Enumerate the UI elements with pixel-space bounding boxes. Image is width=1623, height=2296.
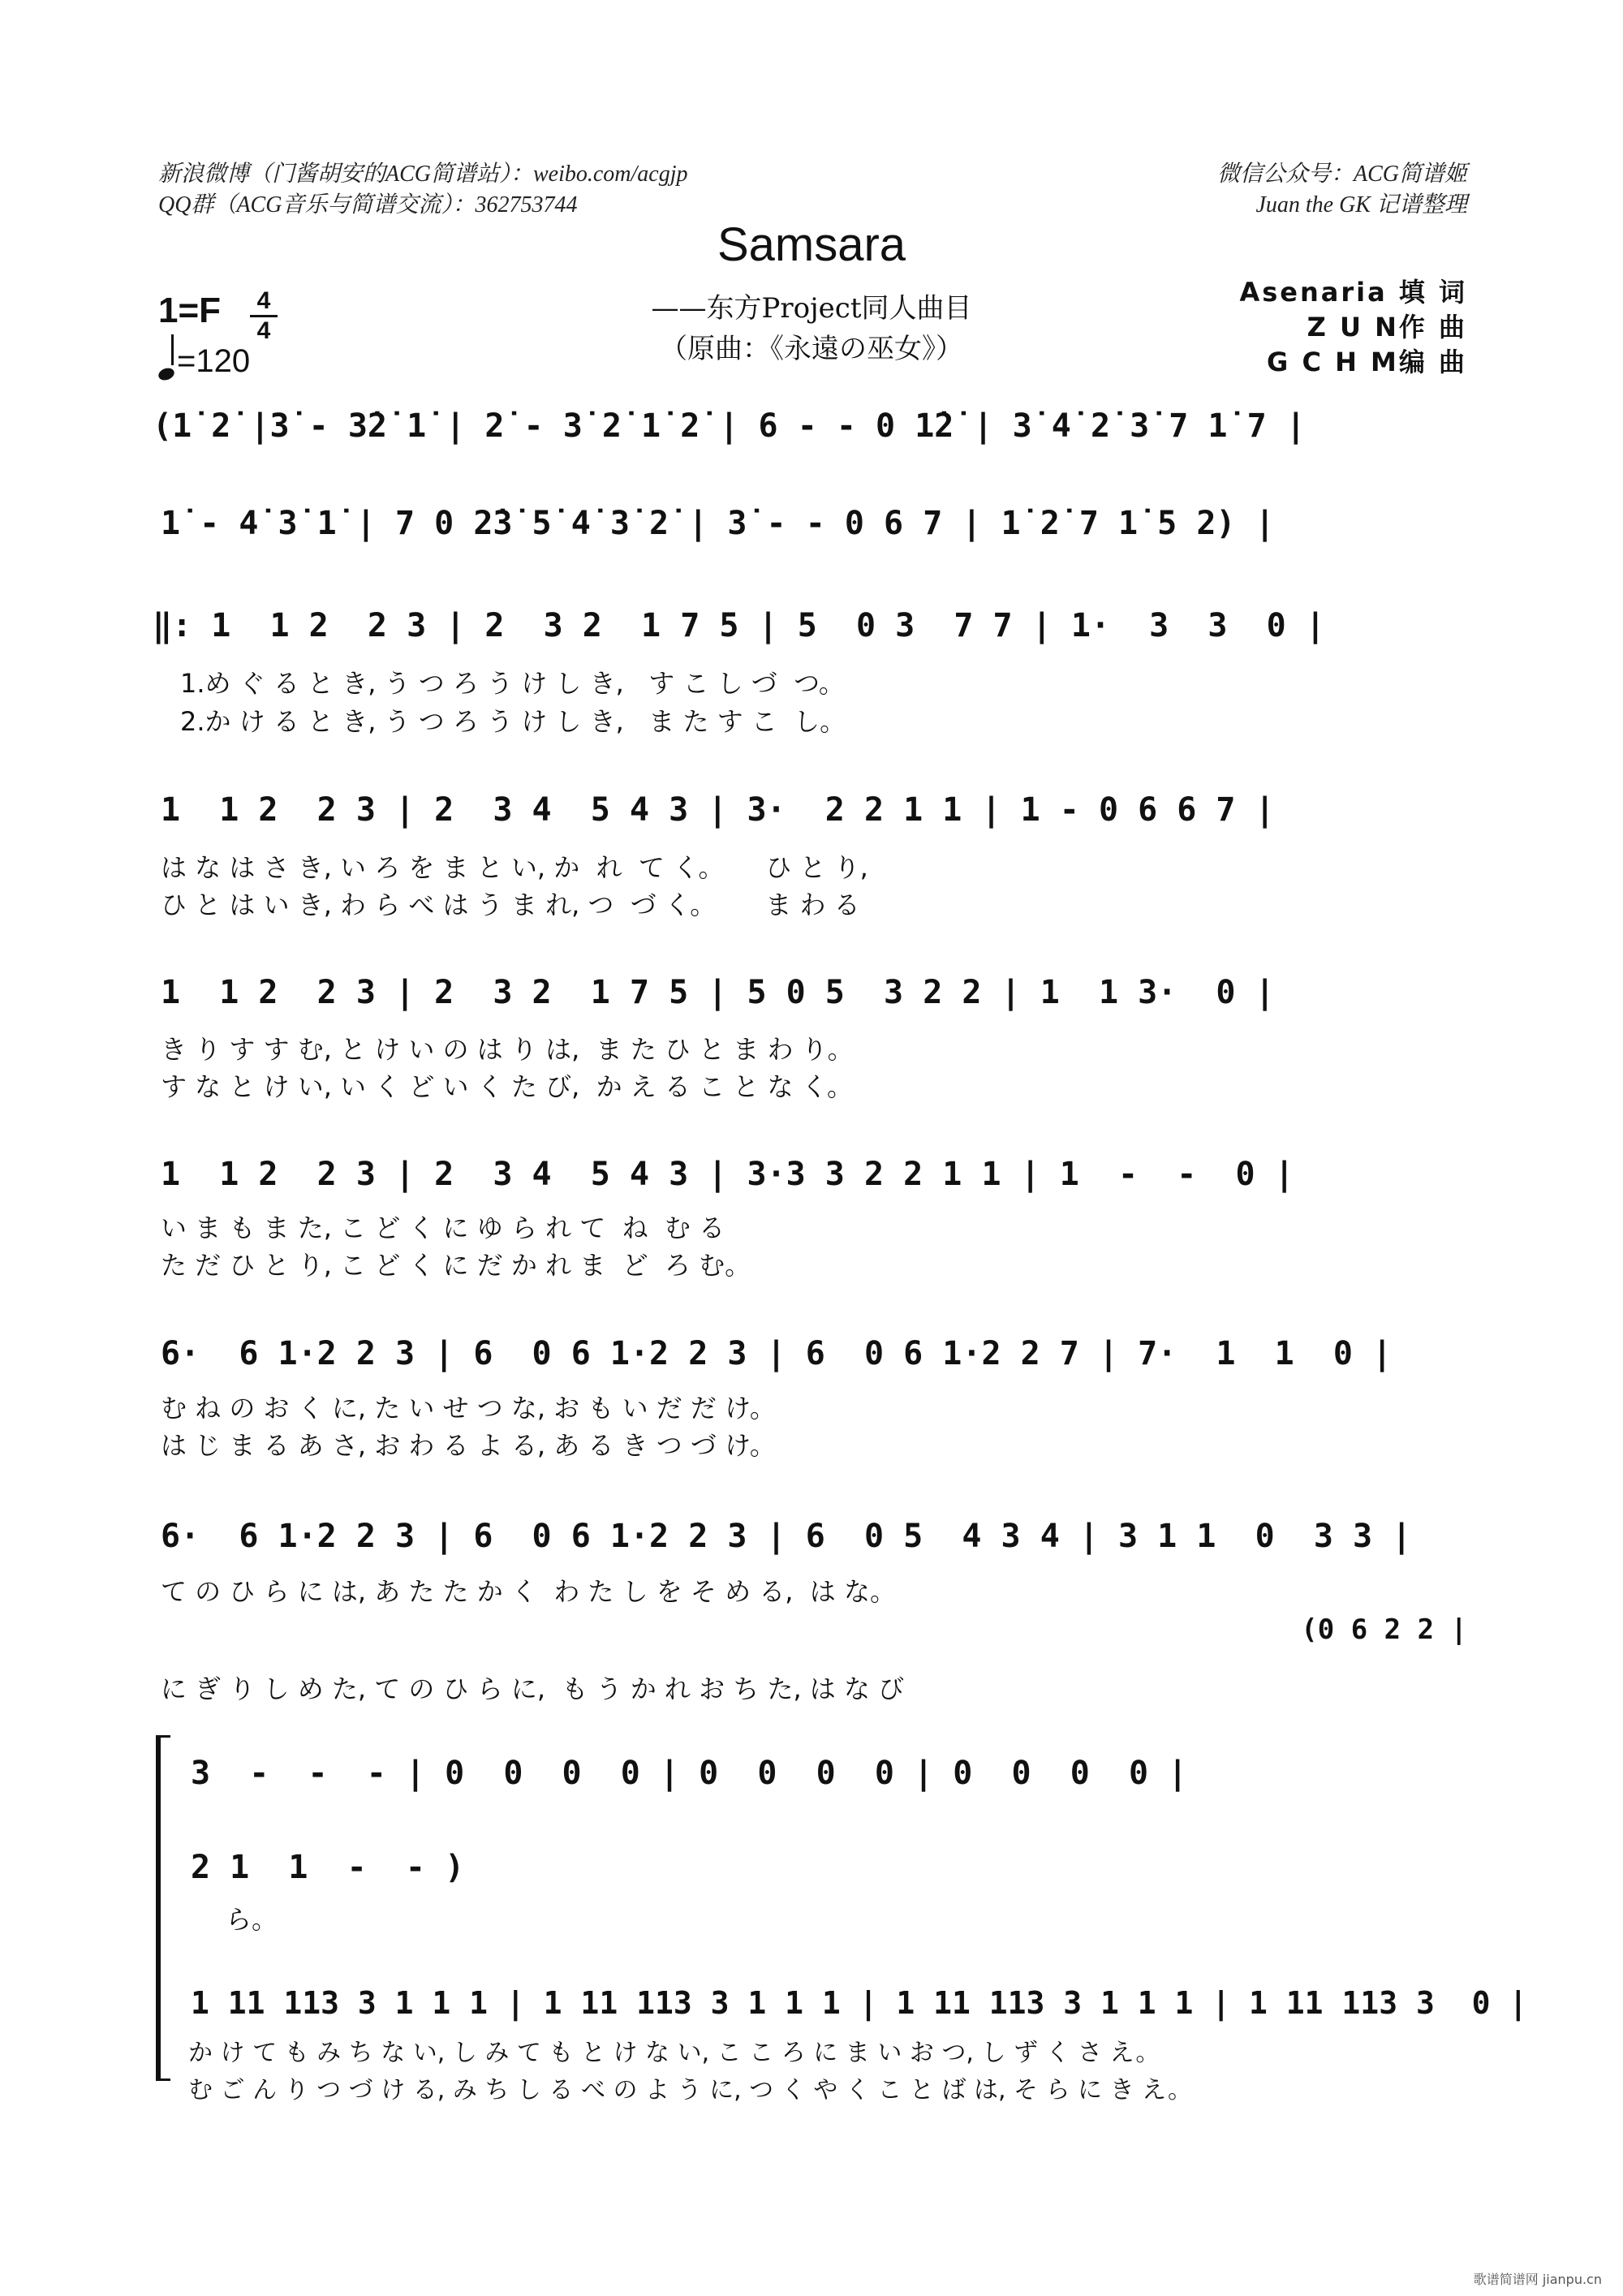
song-title: Samsara <box>717 218 906 271</box>
lyrics-8-verse-2: に ぎ り し め た, て の ひ ら に, も う か れ お ち た, は な び <box>161 1674 905 1704</box>
qq-credit: QQ群（ACG音乐与简谱交流）：362753744 <box>158 192 578 218</box>
tempo-value: =120 <box>177 343 251 379</box>
lyrics-11-verse-1: か け て も み ち な い, し み て も と け な い, こ こ ろ に ま い お つ, し ず く さ え。 <box>188 2039 1160 2067</box>
site-watermark: 歌谱简谱网 jianpu.cn <box>1473 2272 1602 2287</box>
quarter-note-icon <box>157 366 176 382</box>
lyrics-8-verse-1: て の ひ ら に は, あ た た か く わ た し を そ め る, は な。 <box>161 1576 896 1607</box>
lyrics-10: ら。 <box>226 1904 278 1935</box>
lyrics-6-verse-1: い ま も ま た, こ ど く に ゆ ら れ て ね む る <box>161 1213 725 1243</box>
notation-line-1: (1̇ 2̇ |3̇ - 3̇2̇ 1̇ | 2̇ - 3̇ 2̇ 1̇ 2̇ | 6 - - 0 1̇2̇ | 3̇ 4̇ 2̇ 3̇ 7 1̇ 7 | <box>153 407 1306 445</box>
composer-credit: Z U N作 曲 <box>1307 312 1467 342</box>
notation-line-3: ‖: 1 1 2 2 3 | 2 3 2 1 7 5 | 5 0 3 7 7 | 1· 3 3 0 | <box>153 607 1325 644</box>
lyrics-4-verse-2: ひ と は い き, わ ら べ は う ま れ, つ づ く。 ま わ る <box>161 890 860 920</box>
notation-line-7: 6· 6 1·2 2 3 | 6 0 6 1·2 2 3 | 6 0 6 1·2 2 7 | 7· 1 1 0 | <box>161 1335 1393 1372</box>
notation-line-8: 6· 6 1·2 2 3 | 6 0 6 1·2 2 3 | 6 0 5 4 3 4 | 3 1 1 0 3 3 | <box>161 1518 1412 1555</box>
lyrics-6-verse-2: た だ ひ と り, こ ど く に だ か れ ま ど ろ む。 <box>161 1250 751 1281</box>
time-signature <box>250 289 278 343</box>
notation-line-5: 1 1 2 2 3 | 2 3 2 1 7 5 | 5 0 5 3 2 2 | 1 1 3· 0 | <box>161 974 1275 1011</box>
lyrics-5-verse-2: す な と け い, い く ど い く た び, か え る こ と な く。 <box>161 1071 853 1102</box>
lyrics-3-verse-1: 1.め ぐ る と き, う つ ろ う け し き, す こ し づ つ。 <box>180 668 845 699</box>
pickup-notes: (0 6 2 2 | <box>1301 1613 1467 1646</box>
lyrics-7-verse-2: は じ ま る あ さ, お わ る よ る, あ る き つ づ け。 <box>161 1430 776 1461</box>
lyrics-7-verse-1: む ね の お く に, た い せ つ な, お も い だ だ け。 <box>161 1393 776 1424</box>
lyrics-5-verse-1: き り す す む, と け い の は り は, ま た ひ と ま わ り。 <box>161 1034 854 1065</box>
lyrics-4-verse-1: は な は さ き, い ろ を ま と い, か れ て く。 ひ と り, <box>161 852 868 883</box>
notation-line-2: 1̇ - 4̇ 3̇ 1̇ | 7 0 2̇3̇ 5̇ 4̇ 3̇ 2̇ | 3̇ - - 0 6 7 | 1̇ 2̇ 7 1̇ 5 2) | <box>161 505 1275 542</box>
lyricist-credit: Asenaria 填 词 <box>1239 277 1467 308</box>
tempo-marking <box>158 341 250 380</box>
key-signature: 1=F <box>158 291 222 330</box>
original-song: （原曲：《永遠の巫女》） <box>660 333 963 365</box>
notation-line-9: 3 - - - | 0 0 0 0 | 0 0 0 0 | 0 0 0 0 | <box>191 1755 1188 1792</box>
time-sig-denominator: 4 <box>256 317 271 344</box>
arranger-credit: Juan the GK 记谱整理 <box>1255 192 1467 218</box>
song-subtitle: ——东方Project同人曲目 <box>651 292 972 325</box>
lyrics-11-verse-2: む ご ん り つ づ け る, み ち し る べ の よ う に, つ く や く こ と ば は, そ ら に き え。 <box>188 2076 1192 2104</box>
lyrics-3-verse-2: 2.か け る と き, う つ ろ う け し き, ま た す こ し。 <box>180 706 846 737</box>
time-sig-numerator: 4 <box>256 287 271 314</box>
notation-line-4: 1 1 2 2 3 | 2 3 4 5 4 3 | 3· 2 2 1 1 | 1 - 0 6 6 7 | <box>161 791 1275 829</box>
wechat-credit: 微信公众号：ACG简谱姬 <box>1216 162 1467 187</box>
notation-line-10: 2 1 1 - - ) <box>191 1849 465 1886</box>
weibo-credit: 新浪微博（门酱胡安的ACG简谱站）：weibo.com/acgjp <box>158 162 688 187</box>
notation-line-6: 1 1 2 2 3 | 2 3 4 5 4 3 | 3·3 3 2 2 1 1 | 1 - - 0 | <box>161 1156 1294 1193</box>
arranger-credit-row: G C H M编 曲 <box>1267 347 1467 377</box>
notation-line-11: 1 11 113 3 1 1 1 | 1 11 113 3 1 1 1 | 1 11 113 3 1 1 1 | 1 11 113 3 0 | <box>191 1985 1528 2021</box>
